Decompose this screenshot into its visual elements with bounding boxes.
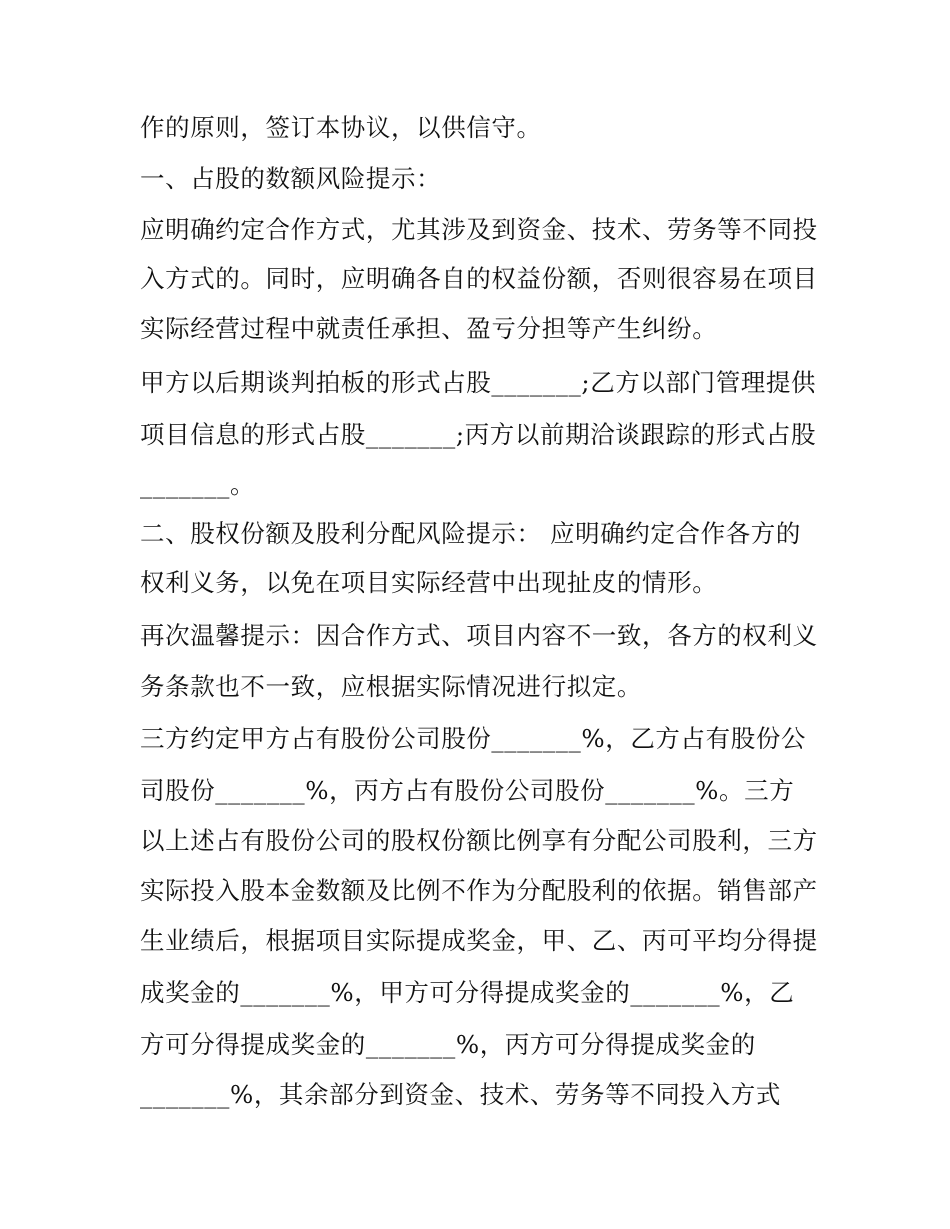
text-line: _______。 (140, 470, 256, 499)
text-line: 成奖金的_______%，甲方可分得提成奖金的_______%，乙 (140, 978, 795, 1007)
text-line: 应明确约定合作方式，尤其涉及到资金、技术、劳务等不同投 (140, 215, 818, 244)
text-line: 三方约定甲方占有股份公司股份_______%，乙方占有股份公 (140, 724, 807, 753)
text-line: 以上述占有股份公司的股权份额比例享有分配公司股利，三方 (140, 826, 818, 855)
text-line: 司股份_______%，丙方占有股份公司股份_______%。三方 (140, 776, 795, 805)
text-line: 实际投入股本金数额及比例不作为分配股利的依据。销售部产 (140, 876, 818, 905)
text-line: _______%，其余部分到资金、技术、劳务等不同投入方式 (140, 1080, 781, 1109)
text-line: 权利义务，以免在项目实际经营中出现扯皮的情形。 (140, 568, 718, 597)
text-line: 生业绩后，根据项目实际提成奖金，甲、乙、丙可平均分得提 (140, 926, 818, 955)
text-line: 再次温馨提示：因合作方式、项目内容不一致，各方的权利义 (140, 621, 818, 650)
section-heading-1: 一、占股的数额风险提示： (140, 164, 442, 193)
section-heading-2: 二、股权份额及股利分配风险提示： 应明确约定合作各方的 (140, 519, 801, 548)
text-line: 务条款也不一致，应根据实际情况进行拟定。 (140, 672, 642, 701)
text-line: 甲方以后期谈判拍板的形式占股_______;乙方以部门管理提供 (140, 368, 817, 397)
text-line: 作的原则，签订本协议，以供信守。 (140, 113, 542, 142)
text-line: 项目信息的形式占股_______;丙方以前期洽谈跟踪的形式占股 (140, 420, 817, 449)
text-line: 实际经营过程中就责任承担、盈亏分担等产生纠纷。 (140, 314, 718, 343)
text-line: 方可分得提成奖金的_______%，丙方可分得提成奖金的 (140, 1030, 756, 1059)
text-line: 入方式的。同时，应明确各自的权益份额，否则很容易在项目 (140, 264, 818, 293)
